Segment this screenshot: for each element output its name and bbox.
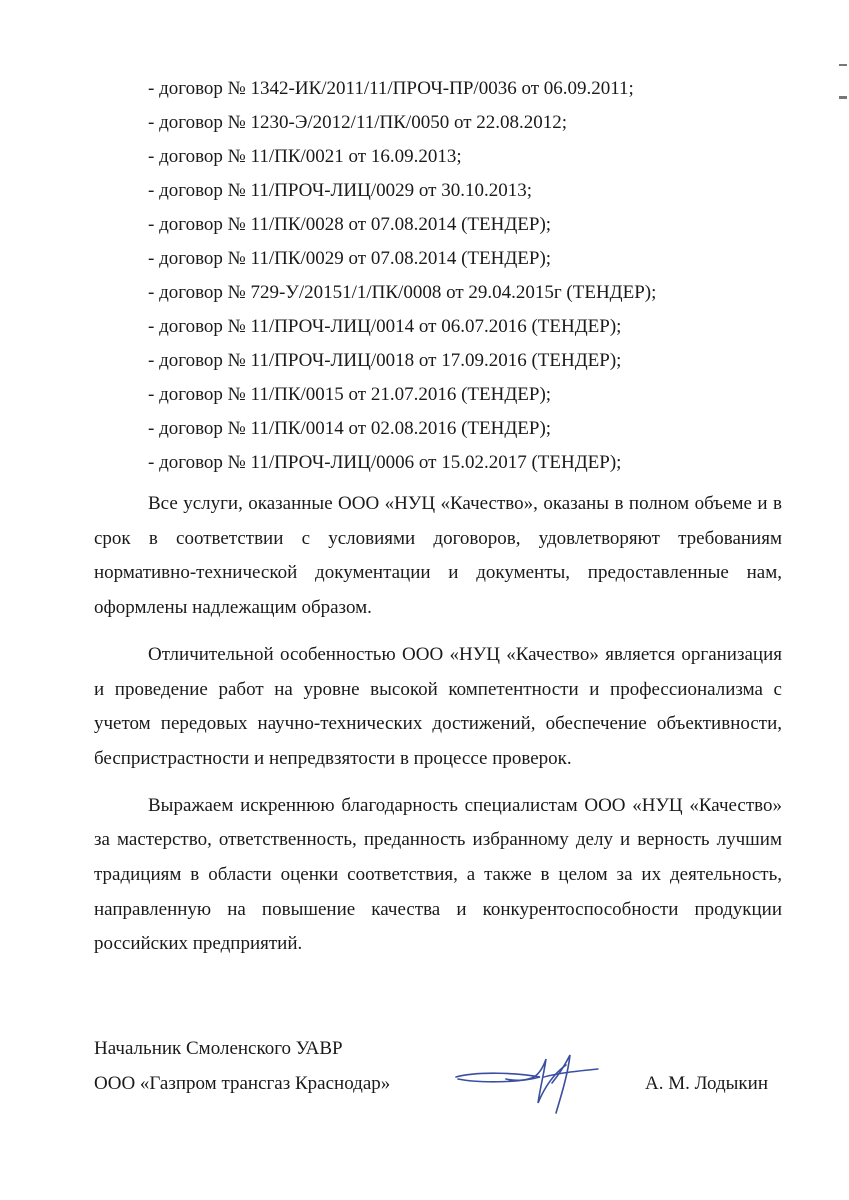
paragraph-distinguishing-feature: Отличительной особенностью ООО «НУЦ «Качество» является организация и проведение работ на уровне высокой компетентности и профессионализма с учетом передовых научно-технических достижений, обеспечение объективности, беспристрастности и непредвзятости в процессе проверок. [94, 643, 782, 769]
contract-item: - договор № 11/ПК/0015 от 21.07.2016 (ТЕНДЕР); [148, 384, 552, 405]
signer-position-line1: Начальник Смоленского УАВР [94, 1038, 343, 1059]
paragraph-gratitude: Выражаем искреннюю благодарность специалистам ООО «НУЦ «Качество» за мастерство, ответственность, преданность избранному делу и верность лучшим традициям в области оценки соответствия, а также в целом за их деятельность, направленную на повышение качества и конкурентоспособности продукции российских предприятий. [94, 794, 782, 955]
contract-list [148, 76, 656, 484]
signer-position-line2: ООО «Газпром трансгаз Краснодар» [94, 1073, 391, 1094]
contract-item: - договор № 11/ПРОЧ-ЛИЦ/0006 от 15.02.2017 (ТЕНДЕР); [148, 452, 622, 473]
signer-name: А. М. Лодыкин [645, 1073, 768, 1094]
contract-item: - договор № 11/ПК/0014 от 02.08.2016 (ТЕНДЕР); [148, 418, 552, 439]
contract-item: - договор № 11/ПРОЧ-ЛИЦ/0018 от 17.09.2016 (ТЕНДЕР); [148, 350, 622, 371]
contract-item: - договор № 729-У/20151/1/ПК/0008 от 29.04.2015г (ТЕНДЕР); [148, 282, 657, 303]
letter-body [94, 487, 782, 962]
scan-edge-mark [839, 96, 847, 99]
contract-item: - договор № 1230-Э/2012/11/ПК/0050 от 22.08.2012; [148, 112, 568, 133]
handwritten-signature [448, 1043, 608, 1123]
contract-item: - договор № 11/ПК/0028 от 07.08.2014 (ТЕНДЕР); [148, 214, 552, 235]
paragraph-services-quality: Все услуги, оказанные ООО «НУЦ «Качество», оказаны в полном объеме и в срок в соответствии с условиями договоров, удовлетворяют требованиям нормативно-технической документации и документы, предоставленные нам, оформлены надлежащим образом. [94, 493, 782, 619]
contract-item: - договор № 11/ПРОЧ-ЛИЦ/0029 от 30.10.2013; [148, 180, 532, 201]
contract-item: - договор № 11/ПРОЧ-ЛИЦ/0014 от 06.07.2016 (ТЕНДЕР); [148, 316, 622, 337]
contract-item: - договор № 11/ПК/0029 от 07.08.2014 (ТЕНДЕР); [148, 248, 552, 269]
contract-item: - договор № 11/ПК/0021 от 16.09.2013; [148, 146, 462, 167]
contract-item: - договор № 1342-ИК/2011/11/ПРОЧ-ПР/0036 от 06.09.2011; [148, 78, 634, 99]
scan-edge-mark [839, 64, 847, 66]
